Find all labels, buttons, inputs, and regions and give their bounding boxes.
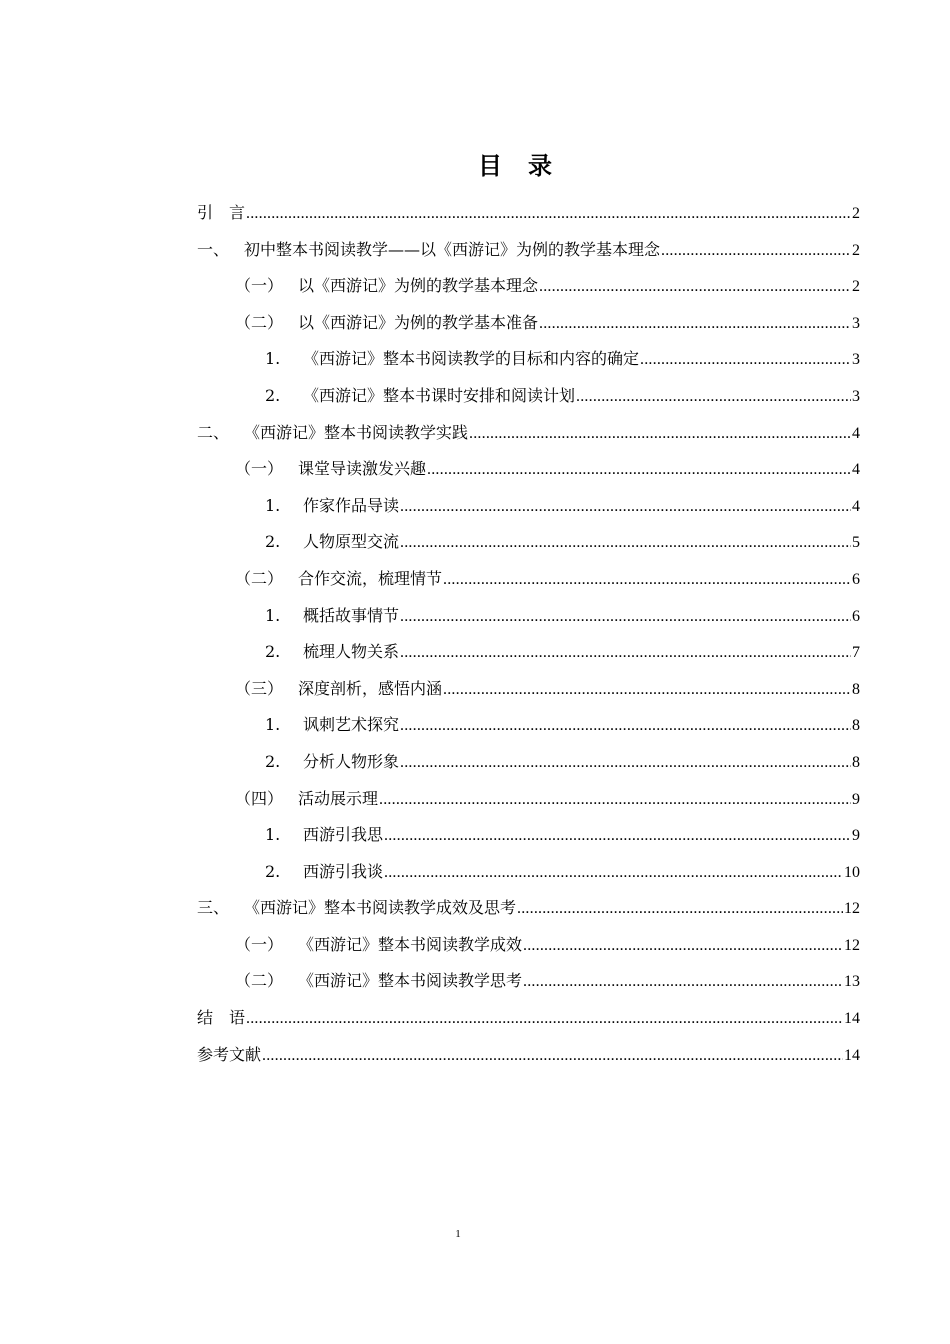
toc-entry-title: 深度剖析，感悟内涵	[298, 678, 443, 698]
dot-leader	[400, 712, 851, 740]
dot-leader	[384, 859, 843, 887]
toc-entry[interactable]	[197, 345, 860, 382]
toc-entry-page: 4	[852, 461, 860, 479]
toc-entry-page: 9	[852, 827, 860, 845]
dot-leader	[469, 420, 851, 448]
toc-entry[interactable]	[197, 455, 860, 492]
dot-leader	[443, 566, 851, 594]
toc-entry-title: 西游引我思	[303, 825, 384, 845]
toc-entry-page: 8	[852, 680, 860, 698]
dot-leader	[246, 200, 851, 228]
toc-entry-page: 8	[852, 753, 860, 771]
toc-entry-title: 《西游记》整本书阅读教学思考	[298, 971, 523, 991]
toc-entry[interactable]	[197, 785, 860, 822]
toc-entry-page: 2	[852, 241, 860, 259]
toc-entry-page: 3	[852, 351, 860, 369]
toc-entry-number: 2.	[265, 532, 281, 552]
dot-leader	[384, 822, 851, 850]
toc-entry[interactable]	[197, 821, 860, 858]
toc-entry-page: 4	[852, 497, 860, 515]
dot-leader	[427, 456, 851, 484]
toc-entry-number: 2.	[265, 385, 281, 405]
toc-entry[interactable]	[197, 272, 860, 309]
toc-entry[interactable]	[197, 967, 860, 1004]
toc-entry-title: 以《西游记》为例的教学基本理念	[298, 276, 539, 296]
toc-entry-title: 概括故事情节	[303, 605, 400, 625]
toc-entry-title: 以《西游记》为例的教学基本准备	[298, 312, 539, 332]
toc-entry-page: 7	[852, 644, 860, 662]
toc-entry[interactable]	[197, 748, 860, 785]
toc-entry[interactable]	[197, 199, 860, 236]
toc-entry[interactable]	[197, 675, 860, 712]
dot-leader	[400, 749, 851, 777]
dot-leader	[539, 310, 851, 338]
toc-entry-title: 《西游记》整本书课时安排和阅读计划	[303, 385, 576, 405]
dot-leader	[400, 639, 851, 667]
toc-entry-page: 3	[852, 387, 860, 405]
toc-entry[interactable]	[197, 528, 860, 565]
toc-entry-page: 2	[852, 205, 860, 222]
toc-entry-page: 14	[844, 1046, 860, 1064]
toc-entry-page: 5	[852, 534, 860, 552]
toc-entry[interactable]	[197, 1041, 860, 1078]
toc-entry-number: （一）	[235, 934, 284, 954]
toc-entry[interactable]	[197, 565, 860, 602]
toc-entry-page: 12	[844, 900, 860, 918]
toc-entry[interactable]	[197, 711, 860, 748]
dot-leader	[517, 895, 843, 923]
toc-entry-number: （二）	[235, 312, 284, 332]
toc-entry-number: 1.	[265, 495, 281, 515]
toc-entry-number: 2.	[265, 861, 281, 881]
toc-entry-number: 结 语	[197, 1008, 246, 1028]
toc-entry-title: 合作交流，梳理情节	[298, 568, 443, 588]
toc-entry-title: 讽刺艺术探究	[303, 715, 400, 735]
toc-entry-title: 《西游记》整本书阅读教学成效	[298, 934, 523, 954]
dot-leader	[400, 529, 851, 557]
dot-leader	[443, 676, 851, 704]
toc-entry-page: 9	[852, 790, 860, 808]
toc-entry-number: 1.	[265, 349, 281, 369]
toc-entry[interactable]	[197, 309, 860, 346]
toc-entry-page: 10	[844, 863, 860, 881]
toc-entry-number: 2.	[265, 642, 281, 662]
toc-entry[interactable]	[197, 602, 860, 639]
table-of-contents	[197, 199, 860, 1077]
toc-entry-page: 14	[844, 1010, 860, 1028]
toc-entry-title: 梳理人物关系	[303, 642, 400, 662]
toc-entry-title: 《西游记》整本书阅读教学的目标和内容的确定	[303, 349, 640, 369]
dot-leader	[576, 383, 851, 411]
toc-entry-page: 4	[852, 424, 860, 442]
dot-leader	[400, 603, 851, 631]
toc-entry-number: （二）	[235, 568, 284, 588]
toc-entry[interactable]	[197, 858, 860, 895]
toc-entry-number: （一）	[235, 276, 284, 296]
toc-entry-number: （四）	[235, 788, 284, 808]
dot-leader	[246, 1005, 843, 1033]
toc-entry-number: 1.	[265, 825, 281, 845]
toc-entry-page: 8	[852, 717, 860, 735]
toc-entry-title: 活动展示理	[298, 788, 379, 808]
page-number-footer: 1	[455, 1228, 461, 1240]
toc-entry-number: 二、	[197, 422, 230, 442]
toc-entry-title: 人物原型交流	[303, 532, 400, 552]
toc-entry-number: （二）	[235, 971, 284, 991]
toc-entry[interactable]	[197, 492, 860, 529]
toc-entry[interactable]	[197, 236, 860, 273]
toc-entry-number: 引 言	[197, 203, 246, 222]
dot-leader	[523, 932, 843, 960]
toc-entry-title: 西游引我谈	[303, 861, 384, 881]
toc-entry-number: 三、	[197, 898, 230, 918]
toc-entry-page: 12	[844, 936, 860, 954]
toc-entry-number: 2.	[265, 751, 281, 771]
toc-entry-title: 初中整本书阅读教学——以《西游记》为例的教学基本理念	[244, 239, 661, 259]
toc-entry-title: 课堂导读激发兴趣	[298, 459, 427, 479]
toc-title: 目录	[478, 152, 578, 180]
toc-entry[interactable]	[197, 382, 860, 419]
toc-entry-number: 1.	[265, 605, 281, 625]
toc-entry-number: （三）	[235, 678, 284, 698]
toc-entry-number: 一、	[197, 239, 230, 259]
toc-entry-number: 参考文献	[197, 1044, 262, 1064]
toc-entry-page: 6	[852, 607, 860, 625]
toc-entry[interactable]	[197, 638, 860, 675]
toc-entry-title: 作家作品导读	[303, 495, 400, 515]
toc-entry[interactable]	[197, 894, 860, 931]
toc-entry-title: 分析人物形象	[303, 751, 400, 771]
dot-leader	[262, 1042, 843, 1070]
dot-leader	[523, 968, 843, 996]
toc-entry-page: 6	[852, 570, 860, 588]
toc-entry[interactable]	[197, 1004, 860, 1041]
toc-entry-page: 3	[852, 314, 860, 332]
dot-leader	[379, 786, 851, 814]
toc-entry-page: 13	[844, 973, 860, 991]
toc-entry-page: 2	[852, 278, 860, 296]
dot-leader	[640, 346, 851, 374]
dot-leader	[400, 493, 851, 521]
toc-entry-title: 《西游记》整本书阅读教学成效及思考	[244, 898, 517, 918]
toc-entry-number: 1.	[265, 715, 281, 735]
toc-entry-title: 《西游记》整本书阅读教学实践	[244, 422, 469, 442]
toc-entry-number: （一）	[235, 459, 284, 479]
toc-entry[interactable]	[197, 419, 860, 456]
toc-entry[interactable]	[197, 931, 860, 968]
dot-leader	[661, 237, 851, 265]
dot-leader	[539, 273, 851, 301]
